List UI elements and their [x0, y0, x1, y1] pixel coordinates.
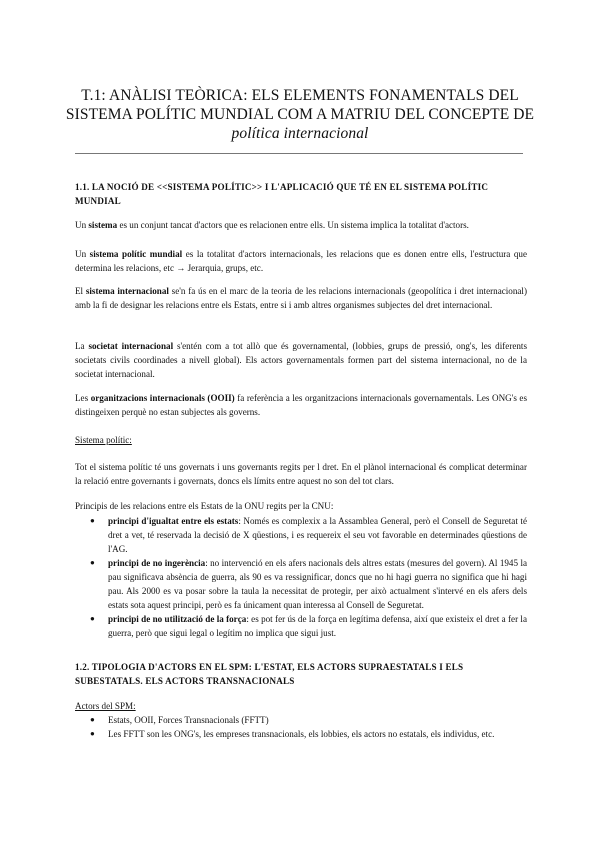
- text: Les: [75, 393, 91, 403]
- text: es la totalitat d'actors internacionals, les relacions que es donen entre ells, l'estructura que determina les relacions, etc → Jerarquia, grups, etc.: [75, 249, 528, 273]
- paragraph-principis-intro: Principis de les relacions entre els Estats de la ONU regits per la CNU:: [75, 501, 334, 511]
- term-sistema: sistema: [88, 220, 118, 230]
- principle-text: : es pot fer ús de la força en legítima defensa, així que existeix el dret a fer la guerra, però que sigui legal o legítim no implica que sigui just.: [108, 614, 527, 638]
- bullet-icon: ●: [90, 614, 95, 623]
- bullet-icon: ●: [90, 516, 95, 525]
- actor-text: Les FFTT son les ONG's, les empreses transnacionals, els lobbies, els actors no estatals, els individus, etc.: [108, 729, 495, 739]
- paragraph-sistema: [75, 218, 527, 232]
- actors-list: [75, 713, 527, 741]
- principle-term: principi de no utilització de la força: [108, 614, 247, 624]
- paragraph-organitzacions: [75, 391, 527, 419]
- principle-term: principi d'igualtat entre els estats: [108, 516, 239, 526]
- text: Un: [75, 220, 89, 230]
- bullet-icon: ●: [90, 715, 95, 724]
- title-line-2: SISTEMA POLÍTIC MUNDIAL COM A MATRIU DEL CONCEPTE DE: [65, 106, 535, 123]
- list-item: [75, 612, 527, 640]
- subheading-text: Actors del SPM:: [75, 701, 136, 711]
- principles-list: [75, 514, 527, 640]
- subheading-actors: [75, 699, 527, 713]
- actor-text: Estats, OOII, Forces Transnacionals (FFTT): [108, 715, 269, 725]
- title-divider: [75, 153, 523, 154]
- text: es un conjunt tancat d'actors que es relacionen entre ells. Un sistema implica la totalitat d'actors.: [117, 220, 469, 230]
- paragraph-governats: Tot el sistema polític té uns governats i uns governants regits per l dret. En el plànol internacional és complicat determinar la relació entre governants i governats, doncs els límits entre aquest no son del tot clars.: [75, 462, 527, 486]
- term-sistema-internacional: sistema internacional: [85, 286, 169, 296]
- text: El: [75, 286, 86, 296]
- list-item: [75, 713, 527, 727]
- paragraph-sistema-politic-mundial: [75, 247, 527, 275]
- list-item: [75, 556, 527, 612]
- bullet-icon: ●: [90, 729, 95, 738]
- subheading-sistema-politic: [75, 433, 527, 447]
- principle-text: : Només es complexix a la Assamblea General, però el Consell de Seguretat té dret a vet, té reservada la decisió de X qüestions, i es requereix el seu vot favorable en determinades qüestions de l'AG.: [108, 516, 527, 554]
- title-line-3: política internacional: [231, 125, 369, 142]
- term-ooii: organitzacions internacionals (OOII): [90, 393, 235, 403]
- bullet-icon: ●: [90, 558, 95, 567]
- term-sistema-politic-mundial: sistema polític mundial: [89, 249, 183, 259]
- paragraph-sistema-internacional: [75, 284, 527, 312]
- text: La: [75, 341, 89, 351]
- principle-term: principi de no ingerència: [108, 558, 206, 568]
- paragraph-societat-internacional: [75, 339, 527, 381]
- list-item: [75, 727, 527, 741]
- document-title: [60, 86, 540, 143]
- principle-text: : no intervenció en els afers nacionals dels altres estats (mesures del govern). Al 1945 la pau significava absència de guerra, als 90 es va ressignificar, doncs que no hi hagi guerra no significa que hi hagi pau. Als 2000 es va posar sobre la taula la necessitat de protegir, per això actualment s'intervé en els afers dels estats sota aquest principi, però es fa únicament quan interessa al Consell de Seguretat.: [108, 558, 528, 610]
- term-societat-internacional: societat internacional: [88, 341, 174, 351]
- text: Un: [75, 249, 90, 259]
- subheading-text: Sistema polític:: [75, 435, 132, 445]
- text: fa referència a les organitzacions internacionals governamentals. Les ONG's es distingeixen perquè no estan subjectes als governs.: [75, 393, 528, 417]
- section-heading-1-2: 1.2. TIPOLOGIA D'ACTORS EN EL SPM: L'ESTAT, ELS ACTORS SUPRAESTATALS I ELS SUBESTATALS. ELS ACTORS TRANSNACIONALS: [75, 662, 464, 686]
- list-item: [75, 514, 527, 556]
- title-line-1: T.1: ANÀLISI TEÒRICA: ELS ELEMENTS FONAMENTALS DEL: [81, 87, 519, 104]
- section-heading-1-1: 1.1. LA NOCIÓ DE <<SISTEMA POLÍTIC>> I L'APLICACIÓ QUE TÉ EN EL SISTEMA POLÍTIC MUNDIAL: [75, 182, 489, 206]
- text: s'entén com a tot allò que és governamental, (lobbies, grups de pressió, ong's, les diferents societats civils coordinades a nivell global). Els actors governamentals formen part del sistema internacional, no de la societat internacional.: [75, 341, 527, 379]
- text: se'n fa ús en el marc de la teoria de les relacions internacionals (geopolítica i dret internacional) amb la fi de designar les relacions entre els Estats, entre si i amb altres organismes subjectes del dret internacional.: [75, 286, 527, 310]
